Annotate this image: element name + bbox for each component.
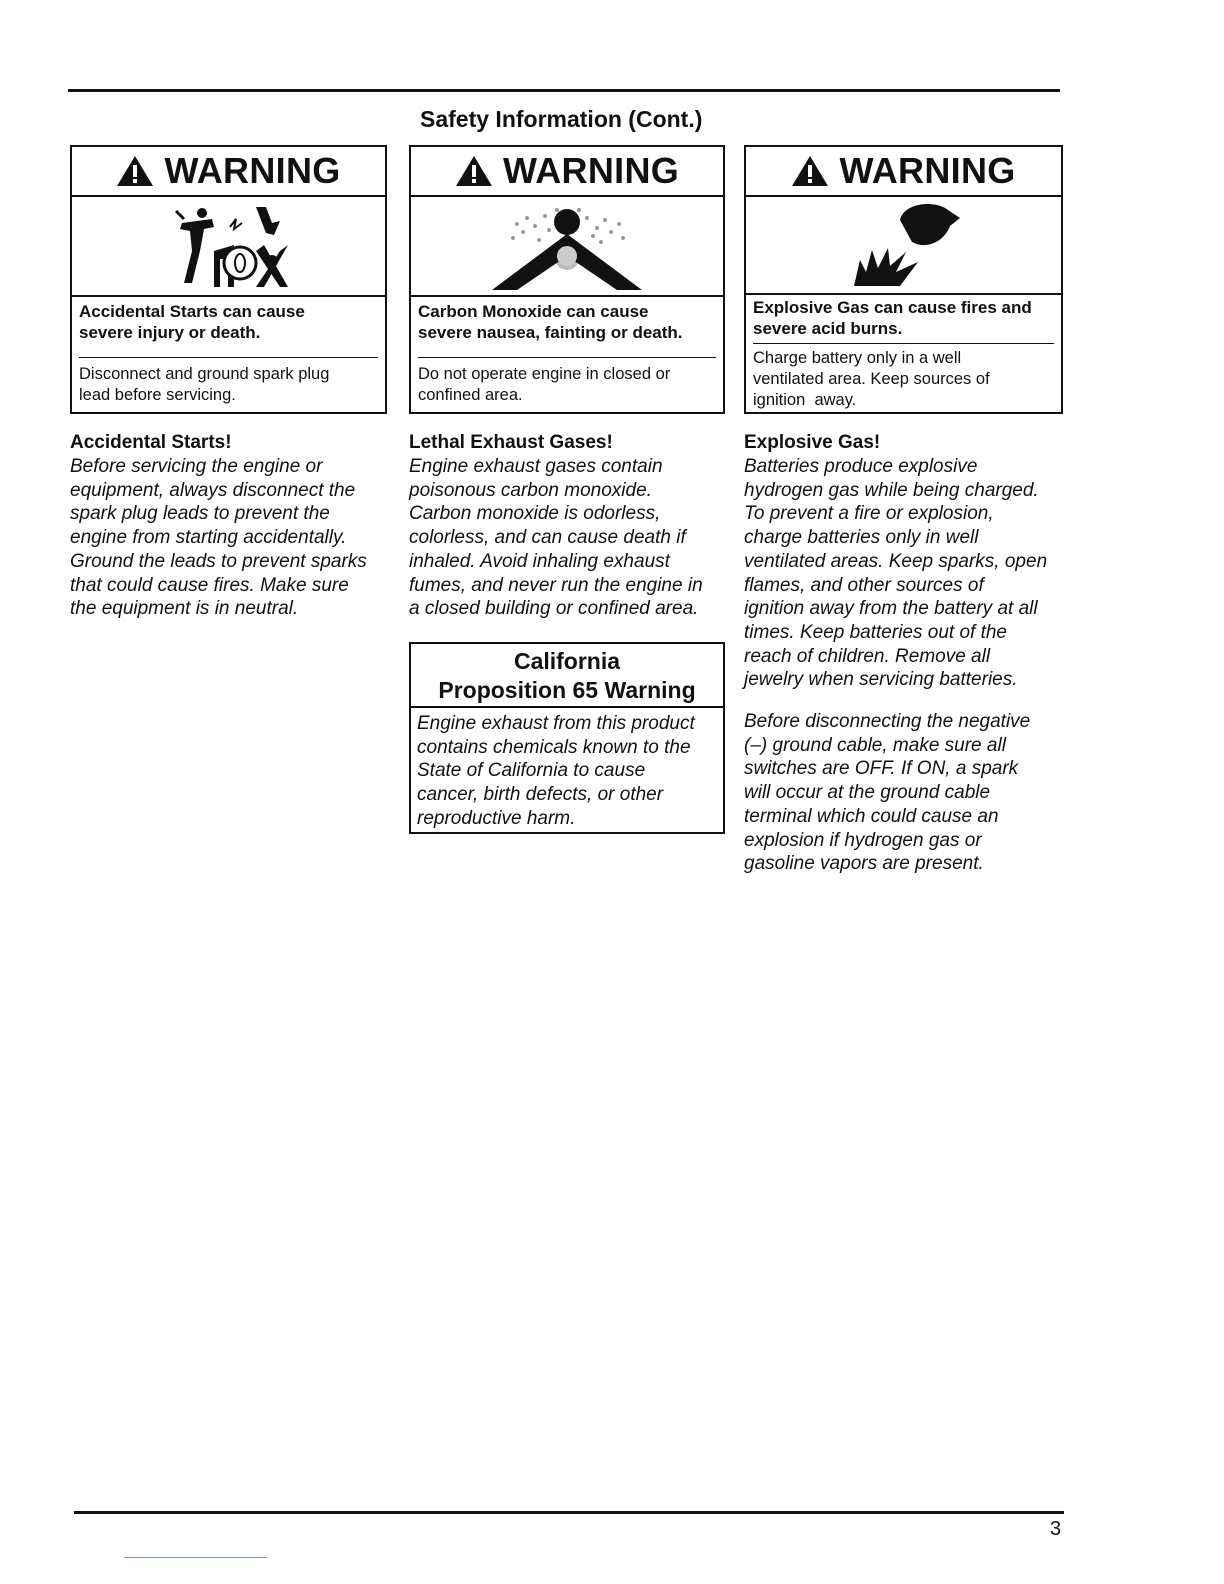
warning-bold-line: severe acid burns. <box>753 319 903 338</box>
warning-header <box>411 147 723 197</box>
paragraph-line: engine from starting accidentally. <box>70 527 347 549</box>
paragraph-line: ignition away from the battery at all <box>744 598 1038 620</box>
warning-box-accidental-starts <box>70 145 387 414</box>
warning-box-explosive-gas <box>744 145 1063 414</box>
paragraph-line: the equipment is in neutral. <box>70 598 299 620</box>
warning-plain-line: ignition away. <box>753 391 857 409</box>
paragraph-line: that could cause fires. Make sure <box>70 574 349 596</box>
paragraph-line: will occur at the ground cable <box>744 782 991 804</box>
warning-bold-line: severe nausea, fainting or death. <box>418 323 683 342</box>
paragraph-line: fumes, and never run the engine in <box>409 574 703 596</box>
explosive-gas-pictogram-panel <box>746 197 1061 295</box>
alert-triangle-icon <box>791 155 829 187</box>
alert-triangle-icon <box>455 155 493 187</box>
paragraph-line: ventilated areas. Keep sparks, open <box>744 550 1048 572</box>
paragraph-line: equipment, always disconnect the <box>70 479 356 501</box>
page-number: 3 <box>1050 1518 1062 1540</box>
column-paragraph <box>744 455 1069 692</box>
warning-heading: WARNING <box>839 150 1016 191</box>
paragraph-line: flames, and other sources of <box>744 574 984 596</box>
accidental-start-pictogram-panel <box>72 197 385 297</box>
paragraph-line: Batteries produce explosive <box>744 456 978 477</box>
carbon-monoxide-pictogram-panel <box>411 197 723 297</box>
warning-plain-line: Disconnect and ground spark plug <box>79 357 378 385</box>
prop65-line: State of California to cause <box>417 760 646 782</box>
prop65-line: Engine exhaust from this product <box>417 713 695 734</box>
warning-heading: WARNING <box>502 150 680 191</box>
column-paragraph <box>409 455 729 621</box>
paragraph-line: spark plug leads to prevent the <box>70 503 330 525</box>
paragraph-line: a closed building or confined area. <box>409 598 699 620</box>
paragraph-line: colorless, and can cause death if <box>409 527 686 549</box>
prop65-title-line: Proposition 65 Warning <box>438 677 696 703</box>
paragraph-line: switches are OFF. If ON, a spark <box>744 758 1019 780</box>
prop65-title-line: California <box>513 648 621 674</box>
warning-plain-line: ventilated area. Keep sources of <box>753 370 990 388</box>
warning-plain-line: Do not operate engine in closed or <box>418 357 716 385</box>
section-title: Safety Information (Cont.) <box>420 106 703 132</box>
paragraph-line: inhaled. Avoid inhaling exhaust <box>409 550 670 572</box>
warning-heading: WARNING <box>164 150 341 191</box>
prop65-line: cancer, birth defects, or other <box>417 784 664 806</box>
explosive-gas-icon <box>834 200 974 290</box>
paragraph-line: reach of children. Remove all <box>744 645 991 667</box>
column-explosive-gas <box>744 431 1069 876</box>
column-heading: Explosive Gas! <box>744 432 881 453</box>
warning-bold-line: Explosive Gas can cause fires and <box>753 298 1032 317</box>
paragraph-line: hydrogen gas while being charged. <box>744 479 1039 501</box>
scan-artifact-line <box>124 1557 267 1558</box>
prop65-line: contains chemicals known to the <box>417 736 691 758</box>
paragraph-line: To prevent a fire or explosion, <box>744 503 994 525</box>
column-accidental-starts <box>70 431 390 621</box>
column-paragraph-2 <box>744 710 1069 876</box>
paragraph-line: charge batteries only in well <box>744 527 979 549</box>
paragraph-line: poisonous carbon monoxide. <box>409 479 652 501</box>
paragraph-line: explosion if hydrogen gas or <box>744 829 982 851</box>
paragraph-line: Before servicing the engine or <box>70 456 323 477</box>
warning-plain-line: Charge battery only in a well <box>753 343 1054 369</box>
carbon-monoxide-icon <box>487 200 647 292</box>
warning-header <box>746 147 1061 197</box>
paragraph-line: jewelry when servicing batteries. <box>744 669 1018 691</box>
warning-bold-line: Accidental Starts can cause <box>79 302 305 321</box>
paragraph-line: Carbon monoxide is odorless, <box>409 503 661 525</box>
accidental-start-icon <box>154 201 304 291</box>
column-paragraph <box>70 455 390 621</box>
warning-header <box>72 147 385 197</box>
paragraph-line: Before disconnecting the negative <box>744 711 1031 733</box>
column-lethal-exhaust <box>409 431 729 621</box>
paragraph-line: terminal which could cause an <box>744 805 999 827</box>
prop65-line: reproductive harm. <box>417 807 576 829</box>
paragraph-line: (–) ground cable, make sure all <box>744 734 1006 756</box>
warning-box-carbon-monoxide <box>409 145 725 414</box>
top-rule <box>68 89 1060 92</box>
warning-bold-line: Carbon Monoxide can cause <box>418 302 649 321</box>
warning-plain-line: lead before servicing. <box>79 386 236 404</box>
prop65-body <box>411 708 723 831</box>
column-heading: Accidental Starts! <box>70 432 232 453</box>
prop65-title <box>411 644 723 708</box>
paragraph-line: Engine exhaust gases contain <box>409 456 663 477</box>
column-heading: Lethal Exhaust Gases! <box>409 432 613 453</box>
bottom-rule <box>74 1511 1064 1514</box>
paragraph-line: Ground the leads to prevent sparks <box>70 550 367 572</box>
paragraph-line: times. Keep batteries out of the <box>744 621 1007 643</box>
warning-bold-line: severe injury or death. <box>79 323 261 342</box>
warning-plain-line: confined area. <box>418 386 523 404</box>
paragraph-line: gasoline vapors are present. <box>744 853 984 875</box>
alert-triangle-icon <box>116 155 154 187</box>
prop65-warning-box <box>409 642 725 834</box>
